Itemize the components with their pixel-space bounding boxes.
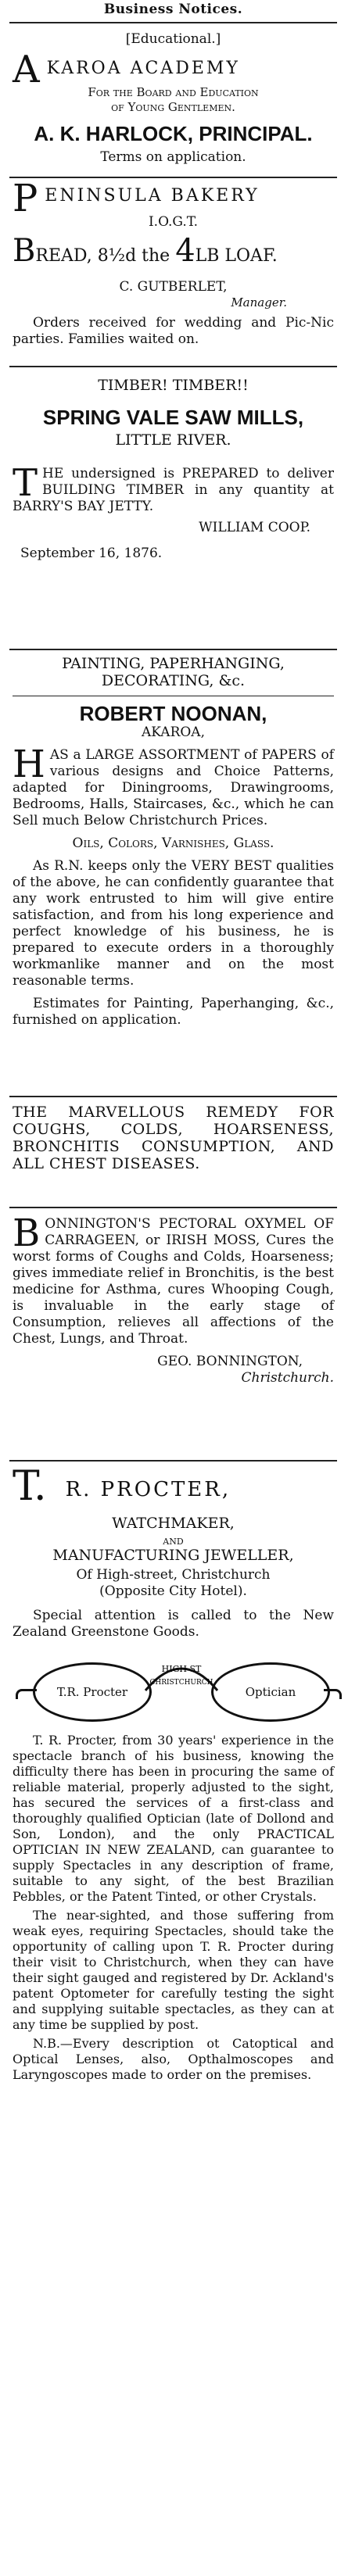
body-text: Estimates for Painting, Paperhanging, &c., furnished on application.: [13, 996, 334, 1028]
divider: [9, 366, 337, 367]
svg-text:HIGH ST: HIGH ST: [161, 1664, 202, 1674]
signature: WILLIAM COOP.: [199, 520, 310, 535]
drop-cap: T: [13, 461, 38, 505]
body-text: As R.N. keeps only the VERY BEST qualities of the above, he can confidently guarantee that any work entrusted to him will give entire satisfaction, and from his long experience and perfect knowledge of his business, he is prepared to execute orders in a thoroughly workmanlike manner and on the most reasonable terms.: [13, 858, 334, 989]
signature: GEO. BONNINGTON,: [157, 1354, 303, 1369]
body-text: B ONNINGTON'S PECTORAL OXYMEL OF CARRAGEEN, or IRISH MOSS, Cures the worst forms of Coughs and Colds, Hoarseness; gives immediate relief in Bronchitis, is the best medicine for Asthma, cures Whooping Cough, is invaluable in the early stage of Consumption, relieves all affections of the Chest, Lungs, and Throat.: [13, 1211, 334, 1347]
location: AKAROA,: [142, 724, 205, 740]
spectacles-emblem: [13, 1645, 334, 1730]
remedy-text: THE MARVELLOUS REMEDY FOR COUGHS, COLDS, HOARSENESS, BRONCHITIS CONSUMPTION, AND ALL CHEST DISEASES.: [13, 1104, 334, 1172]
spring-vale-ad: [13, 377, 334, 646]
ad-title: A KAROA ACADEMY: [13, 48, 240, 91]
notice-text: Orders received for wedding and Pic-Nic parties. Families waited on.: [13, 315, 334, 347]
headline: DECORATING, &c.: [101, 672, 246, 689]
section-header: Business Notices.: [103, 2, 243, 17]
akaroa-academy-ad: [13, 27, 334, 174]
place: Christchurch.: [241, 1370, 334, 1386]
painting-ad: [13, 655, 334, 1093]
headline: TIMBER! TIMBER!!: [98, 377, 249, 394]
terms-note: Terms on application.: [100, 149, 246, 165]
address: Of High-street, Christchurch: [76, 1567, 271, 1583]
drop-cap: P: [13, 177, 41, 220]
ad-category: [Educational.]: [125, 31, 221, 47]
headline: PAINTING, PAPERHANGING,: [62, 655, 285, 672]
peninsula-bakery-ad: [13, 177, 334, 363]
body-text: N.B.—Every description ot Catoptical and Optical Lenses, also, Opthalmoscopes and Laryngoscopes made to order on the premises.: [13, 2036, 334, 2082]
goods-list: Oils, Colors, Varnishes, Glass.: [72, 835, 274, 851]
notice-text: Special attention is called to the New Zealand Greenstone Goods.: [13, 1608, 334, 1640]
role: WATCHMAKER,: [112, 1515, 235, 1532]
location: LITTLE RIVER.: [115, 431, 231, 449]
drop-cap: A: [13, 48, 42, 91]
divider: [9, 1460, 337, 1462]
body-text: T. R. Procter, from 30 years' experience in the spectacle branch of his business, knowing the difficulty there has been in procuring the same of reliable material, properly adjusted to the sight, has secured the services of a first-class and thoroughly qualified Optician (late of Dollond and Son, London), and the only PRACTICAL OPTICIAN IN NEW ZEALAND, can guarantee to supply Spectacles in any description of frame, suitable to any sight, of the best Brazilian Pebbles, or the Patent Tinted, or other Crystals.: [13, 1733, 334, 1904]
role: MANUFACTURING JEWELLER,: [52, 1547, 294, 1564]
tradesman-name: ROBERT NOONAN,: [79, 702, 267, 725]
divider: [9, 1096, 337, 1097]
proprietor-name: C. GUTBERLET,: [119, 279, 228, 295]
and-label: AND: [163, 1537, 184, 1547]
drop-cap: H: [13, 742, 45, 786]
svg-text:CHRISTCHURCH: CHRISTCHURCH: [149, 1679, 213, 1687]
ad-subtitle: of Young Gentlemen.: [111, 100, 235, 114]
bread-price: BREAD, 8½d the 4LB LOAF.: [13, 233, 278, 269]
remedy-ad: [13, 1104, 334, 1204]
spectacle-lens-right: Optician: [211, 1662, 330, 1722]
ad-subtitle: For the Board and Education: [88, 85, 259, 99]
body-text: The near-sighted, and those suffering from weak eyes, requiring Spectacles, should take the opportunity of calling upon T. R. Procter during their visit to Christchurch, when they can have their sight gauged and registered by Dr. Ackland's patent Optometer for carefully testing the sight and supplying suitable spectacles, as they can at any time be supplied by post.: [13, 1908, 334, 2032]
principal-name: A. K. HARLOCK, PRINCIPAL.: [34, 122, 313, 145]
proprietor-role: Manager.: [231, 295, 287, 309]
drop-cap: B: [13, 1211, 41, 1255]
ad-title: T. R. PROCTER,: [13, 1463, 231, 1510]
divider: [9, 177, 337, 178]
divider: [9, 649, 337, 650]
divider: [9, 1207, 337, 1208]
iogt-label: I.O.G.T.: [148, 214, 199, 230]
ad-title: P ENINSULA BAKERY: [13, 177, 260, 220]
body-text: T HE undersigned is PREPARED to deliver BUILDING TIMBER in any quantity at BARRY'S BAY JETTY.: [13, 461, 334, 514]
ad-title: SPRING VALE SAW MILLS,: [42, 406, 304, 429]
bonnington-ad: [13, 1211, 334, 1457]
spectacle-bridge-icon: [144, 1650, 219, 1700]
spectacle-lens-left: T.R. Procter: [33, 1662, 152, 1722]
divider: [9, 22, 337, 23]
address: (Opposite City Hotel).: [99, 1583, 247, 1599]
procter-ad: [13, 1463, 334, 2083]
body-text: H AS a LARGE ASSORTMENT of PAPERS of various designs and Choice Patterns, adapted for Diningrooms, Drawingrooms, Bedrooms, Halls, Staircases, &c., which he can Sell much Below Christchurch Prices.: [13, 742, 334, 828]
date: September 16, 1876.: [20, 546, 163, 561]
spectacle-arm: [324, 1689, 342, 1699]
